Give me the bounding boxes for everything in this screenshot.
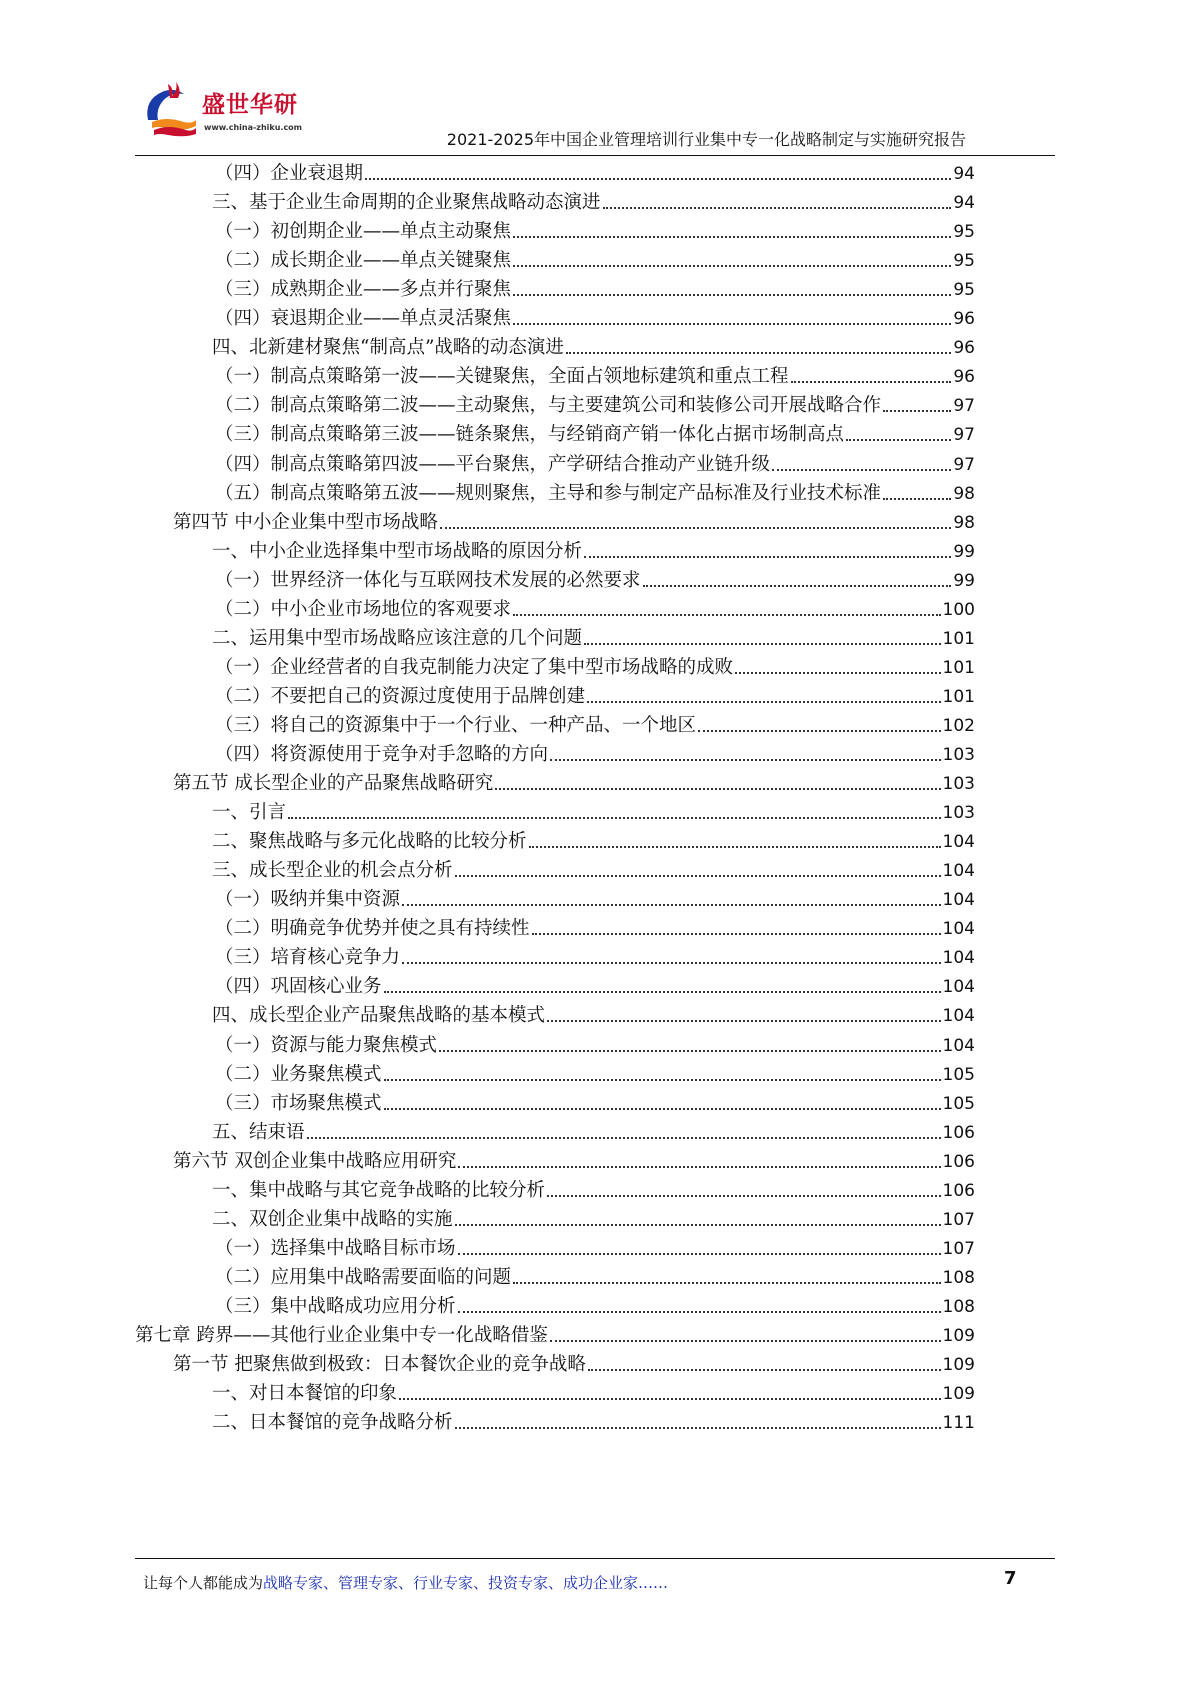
- toc-entry-title: （二）成长期企业——单点关键聚焦: [215, 250, 512, 272]
- toc-entry-title: （三）培育核心竞争力: [215, 947, 401, 969]
- page-header: [0, 0, 1191, 160]
- toc-dot-leader: [307, 1136, 941, 1139]
- toc-entry-title: 第一节 把聚焦做到极致：日本餐饮企业的竞争战略: [173, 1354, 586, 1376]
- toc-dot-leader: [566, 351, 951, 354]
- toc-entry[interactable]: [215, 1059, 975, 1090]
- toc-entry-page: 108: [942, 1296, 975, 1317]
- toc-entry-title: 三、成长型企业的机会点分析: [212, 860, 453, 882]
- toc-entry[interactable]: [215, 1030, 975, 1061]
- toc-entry-page: 99: [953, 570, 975, 591]
- toc-dot-leader: [603, 206, 952, 209]
- toc-entry-page: 104: [942, 890, 975, 911]
- toc-entry[interactable]: [212, 187, 975, 218]
- toc-entry-title: （二）应用集中战略需要面临的问题: [215, 1266, 512, 1288]
- toc-entry-title: （四）衰退期企业——单点灵活聚焦: [215, 308, 512, 330]
- toc-entry-page: 106: [942, 1122, 975, 1143]
- toc-dot-leader: [588, 1368, 941, 1371]
- toc-entry-page: 104: [942, 861, 975, 882]
- toc-entry[interactable]: [215, 1291, 975, 1322]
- toc-entry[interactable]: [212, 1407, 975, 1438]
- toc-entry[interactable]: [212, 623, 975, 654]
- toc-dot-leader: [458, 1252, 941, 1255]
- toc-dot-leader: [288, 816, 941, 819]
- toc-dot-leader: [587, 700, 941, 703]
- toc-entry[interactable]: [173, 1146, 975, 1177]
- toc-entry-title: （一）初创期企业——单点主动聚焦: [215, 221, 512, 243]
- footer-slogan: [143, 1572, 668, 1593]
- toc-entry-title: （二）中小企业市场地位的客观要求: [215, 598, 512, 620]
- toc-entry-page: 103: [942, 803, 975, 824]
- toc-entry-title: （四）巩固核心业务: [215, 976, 382, 998]
- toc-entry-page: 103: [942, 774, 975, 795]
- toc-entry-title: 四、北新建材聚焦“制高点”战略的动态演进: [212, 337, 564, 359]
- toc-dot-leader: [399, 1397, 941, 1400]
- toc-entry-title: 四、成长型企业产品聚焦战略的基本模式: [212, 1005, 546, 1027]
- toc-dot-leader: [384, 990, 941, 993]
- toc-entry-page: 101: [942, 657, 975, 678]
- toc-entry-page: 107: [942, 1209, 975, 1230]
- toc-entry[interactable]: [215, 681, 975, 712]
- toc-dot-leader: [698, 729, 941, 732]
- toc-entry-page: 98: [953, 483, 975, 504]
- toc-entry[interactable]: [215, 565, 975, 596]
- toc-entry[interactable]: [212, 536, 975, 567]
- toc-dot-leader: [513, 1281, 941, 1284]
- toc-dot-leader: [584, 642, 941, 645]
- page-number: 7: [1004, 1568, 1017, 1589]
- toc-entry-page: 107: [942, 1238, 975, 1259]
- toc-entry-page: 96: [953, 367, 975, 388]
- toc-entry-page: 106: [942, 1180, 975, 1201]
- toc-entry-page: 96: [953, 338, 975, 359]
- toc-entry[interactable]: [215, 478, 975, 509]
- toc-entry-title: （一）资源与能力聚焦模式: [215, 1034, 438, 1056]
- toc-entry[interactable]: [215, 884, 975, 915]
- toc-entry-title: （一）世界经济一体化与互联网技术发展的必然要求: [215, 569, 641, 591]
- toc-entry[interactable]: [173, 1349, 975, 1380]
- toc-entry-title: （二）制高点策略第二波——主动聚焦，与主要建筑公司和装修公司开展战略合作: [215, 395, 882, 417]
- toc-entry[interactable]: [215, 449, 975, 480]
- toc-entry[interactable]: [215, 216, 975, 247]
- toc-dot-leader: [513, 613, 941, 616]
- toc-dot-leader: [402, 903, 941, 906]
- logo-icon: [140, 80, 200, 140]
- toc-entry[interactable]: [215, 913, 975, 944]
- toc-dot-leader: [772, 468, 951, 471]
- toc-dot-leader: [458, 1310, 941, 1313]
- toc-entry[interactable]: [212, 1117, 975, 1148]
- toc-entry-page: 96: [953, 309, 975, 330]
- toc-entry-title: （一）吸纳并集中资源: [215, 889, 401, 911]
- toc-entry-title: （一）选择集中战略目标市场: [215, 1237, 456, 1259]
- toc-entry-title: 第五节 成长型企业的产品聚焦战略研究: [173, 773, 494, 795]
- toc-entry-page: 95: [953, 222, 975, 243]
- toc-entry-page: 98: [953, 512, 975, 533]
- toc-entry-page: 95: [953, 280, 975, 301]
- toc-dot-leader: [547, 1019, 941, 1022]
- toc-dot-leader: [440, 526, 951, 529]
- toc-dot-leader: [455, 874, 941, 877]
- toc-entry[interactable]: [215, 739, 975, 770]
- toc-entry-title: 五、结束语: [212, 1121, 305, 1143]
- toc-entry[interactable]: [212, 797, 975, 828]
- toc-dot-leader: [513, 322, 951, 325]
- toc-dot-leader: [458, 1165, 940, 1168]
- toc-entry[interactable]: [215, 303, 975, 334]
- toc-entry-title: （一）企业经营者的自我克制能力决定了集中型市场战略的成败: [215, 656, 734, 678]
- toc-dot-leader: [513, 235, 951, 238]
- toc-entry-page: 95: [953, 251, 975, 272]
- toc-entry[interactable]: [215, 652, 975, 683]
- toc-entry-title: （三）成熟期企业——多点并行聚焦: [215, 279, 512, 301]
- toc-dot-leader: [439, 1049, 941, 1052]
- toc-entry-title: 三、基于企业生命周期的企业聚焦战略动态演进: [212, 192, 601, 214]
- toc-dot-leader: [584, 555, 951, 558]
- toc-entry-page: 106: [942, 1151, 975, 1172]
- toc-entry[interactable]: [215, 158, 975, 189]
- toc-entry-page: 103: [942, 745, 975, 765]
- toc-entry[interactable]: [215, 419, 975, 450]
- toc-entry-page: 101: [942, 628, 975, 649]
- toc-entry-title: 二、聚焦战略与多元化战略的比较分析: [212, 831, 527, 853]
- toc-entry-page: 101: [942, 686, 975, 707]
- toc-entry-title: 第六节 双创企业集中战略应用研究: [173, 1150, 457, 1172]
- toc-entry[interactable]: [215, 1088, 975, 1119]
- toc-entry[interactable]: [215, 361, 975, 392]
- toc-dot-leader: [550, 758, 941, 761]
- toc-entry[interactable]: [215, 274, 975, 305]
- toc-dot-leader: [455, 1223, 941, 1226]
- toc-dot-leader: [791, 380, 952, 383]
- toc-entry-title: （四）企业衰退期: [215, 163, 364, 184]
- toc-entry-page: 99: [953, 541, 975, 562]
- toc-entry[interactable]: [173, 507, 975, 538]
- toc-entry[interactable]: [215, 971, 975, 1002]
- toc-entry-title: 一、对日本餐馆的印象: [212, 1383, 398, 1405]
- toc-entry-page: 104: [942, 977, 975, 998]
- toc-entry-title: 第四节 中小企业集中型市场战略: [173, 511, 438, 533]
- toc-entry-page: 104: [942, 1035, 975, 1056]
- toc-entry-page: 104: [942, 948, 975, 969]
- toc-dot-leader: [529, 845, 941, 848]
- toc-entry-title: （二）不要把自己的资源过度使用于品牌创建: [215, 685, 586, 707]
- toc-entry-title: （四）将资源使用于竞争对手忽略的方向: [215, 744, 549, 765]
- toc-entry-page: 102: [942, 715, 975, 736]
- toc-entry-title: 第七章 跨界——其他行业企业集中专一化战略借鉴: [135, 1325, 548, 1346]
- toc-dot-leader: [547, 1194, 941, 1197]
- toc-entry-title: 一、引言: [212, 802, 287, 824]
- toc-dot-leader: [384, 1078, 941, 1081]
- toc-entry[interactable]: [212, 1175, 975, 1206]
- toc-dot-leader: [513, 264, 951, 267]
- toc-dot-leader: [455, 1426, 941, 1429]
- toc-entry[interactable]: [212, 1204, 975, 1235]
- footer-slogan-highlight: 战略专家、管理专家、行业专家、投资专家、成功企业家……: [263, 1574, 669, 1592]
- toc-entry[interactable]: [215, 942, 975, 973]
- toc-entry[interactable]: [215, 710, 975, 741]
- toc-entry-title: （二）业务聚焦模式: [215, 1063, 382, 1085]
- toc-dot-leader: [550, 1339, 941, 1342]
- toc-dot-leader: [384, 1107, 941, 1110]
- toc-entry-title: （五）制高点策略第五波——规则聚焦，主导和参与制定产品标准及行业技术标准: [215, 482, 882, 504]
- toc-entry-page: 105: [942, 1064, 975, 1085]
- toc-entry-page: 97: [953, 425, 975, 446]
- toc-entry-page: 104: [942, 919, 975, 940]
- toc-entry-title: 一、中小企业选择集中型市场战略的原因分析: [212, 540, 583, 562]
- toc-entry-title: （三）将自己的资源集中于一个行业、一种产品、一个地区: [215, 714, 697, 736]
- toc-entry[interactable]: [215, 390, 975, 421]
- toc-entry-page: 111: [942, 1413, 975, 1434]
- toc-entry[interactable]: [215, 1233, 975, 1264]
- logo-url: www.china-zhiku.com: [204, 123, 303, 132]
- toc-entry-title: 二、运用集中型市场战略应该注意的几个问题: [212, 627, 583, 649]
- toc-entry-title: （四）制高点策略第四波——平台聚焦，产学研结合推动产业链升级: [215, 453, 771, 475]
- toc-entry[interactable]: [173, 768, 975, 799]
- footer-slogan-prefix: 让每个人都能成为: [143, 1574, 264, 1592]
- footer-divider: [135, 1558, 1055, 1559]
- toc-dot-leader: [532, 932, 941, 935]
- toc-entry-title: （三）制高点策略第三波——链条聚焦，与经销商产销一体化占据市场制高点: [215, 424, 845, 446]
- toc-entry[interactable]: [215, 594, 975, 625]
- toc-entry[interactable]: [212, 1378, 975, 1409]
- toc-entry-title: 二、日本餐馆的竞争战略分析: [212, 1412, 453, 1434]
- toc-entry-title: （一）制高点策略第一波——关键聚焦，全面占领地标建筑和重点工程: [215, 366, 789, 388]
- toc-entry[interactable]: [212, 332, 975, 363]
- toc-entry-page: 100: [942, 599, 975, 620]
- toc-entry-page: 97: [953, 454, 975, 475]
- toc-entry-page: 94: [953, 164, 975, 184]
- toc-entry[interactable]: [212, 855, 975, 886]
- header-divider: [135, 155, 1055, 156]
- toc-dot-leader: [846, 438, 951, 441]
- toc-dot-leader: [883, 497, 951, 500]
- toc-dot-leader: [402, 961, 941, 964]
- toc-entry-title: 一、集中战略与其它竞争战略的比较分析: [212, 1179, 546, 1201]
- toc-entry[interactable]: [215, 1262, 975, 1293]
- toc-entry[interactable]: [215, 245, 975, 276]
- report-title: 2021-2025年中国企业管理培训行业集中专一化战略制定与实施研究报告: [446, 130, 966, 149]
- toc-entry[interactable]: [212, 1000, 975, 1031]
- toc-entry-page: 109: [942, 1355, 975, 1376]
- toc-dot-leader: [643, 584, 952, 587]
- toc-entry-title: （二）明确竞争优势并使之具有持续性: [215, 918, 530, 940]
- toc-dot-leader: [883, 409, 951, 412]
- toc-dot-leader: [495, 787, 940, 790]
- toc-dot-leader: [513, 293, 951, 296]
- toc-entry-page: 109: [942, 1384, 975, 1405]
- company-logo: [140, 80, 340, 150]
- toc-dot-leader: [365, 177, 951, 180]
- toc-entry-page: 105: [942, 1093, 975, 1114]
- toc-entry-page: 108: [942, 1267, 975, 1288]
- toc-dot-leader: [735, 671, 941, 674]
- toc-entry-title: （三）集中战略成功应用分析: [215, 1295, 456, 1317]
- toc-entry-title: 二、双创企业集中战略的实施: [212, 1208, 453, 1230]
- toc-entry-title: （三）市场聚焦模式: [215, 1092, 382, 1114]
- logo-name: 盛世华研: [202, 92, 298, 118]
- toc-entry-page: 104: [942, 832, 975, 853]
- toc-entry-page: 109: [942, 1326, 975, 1346]
- toc-entry-page: 104: [942, 1006, 975, 1027]
- toc-entry-page: 97: [953, 396, 975, 417]
- toc-entry[interactable]: [212, 826, 975, 857]
- toc-entry-page: 94: [953, 193, 975, 214]
- toc-entry[interactable]: [135, 1320, 975, 1351]
